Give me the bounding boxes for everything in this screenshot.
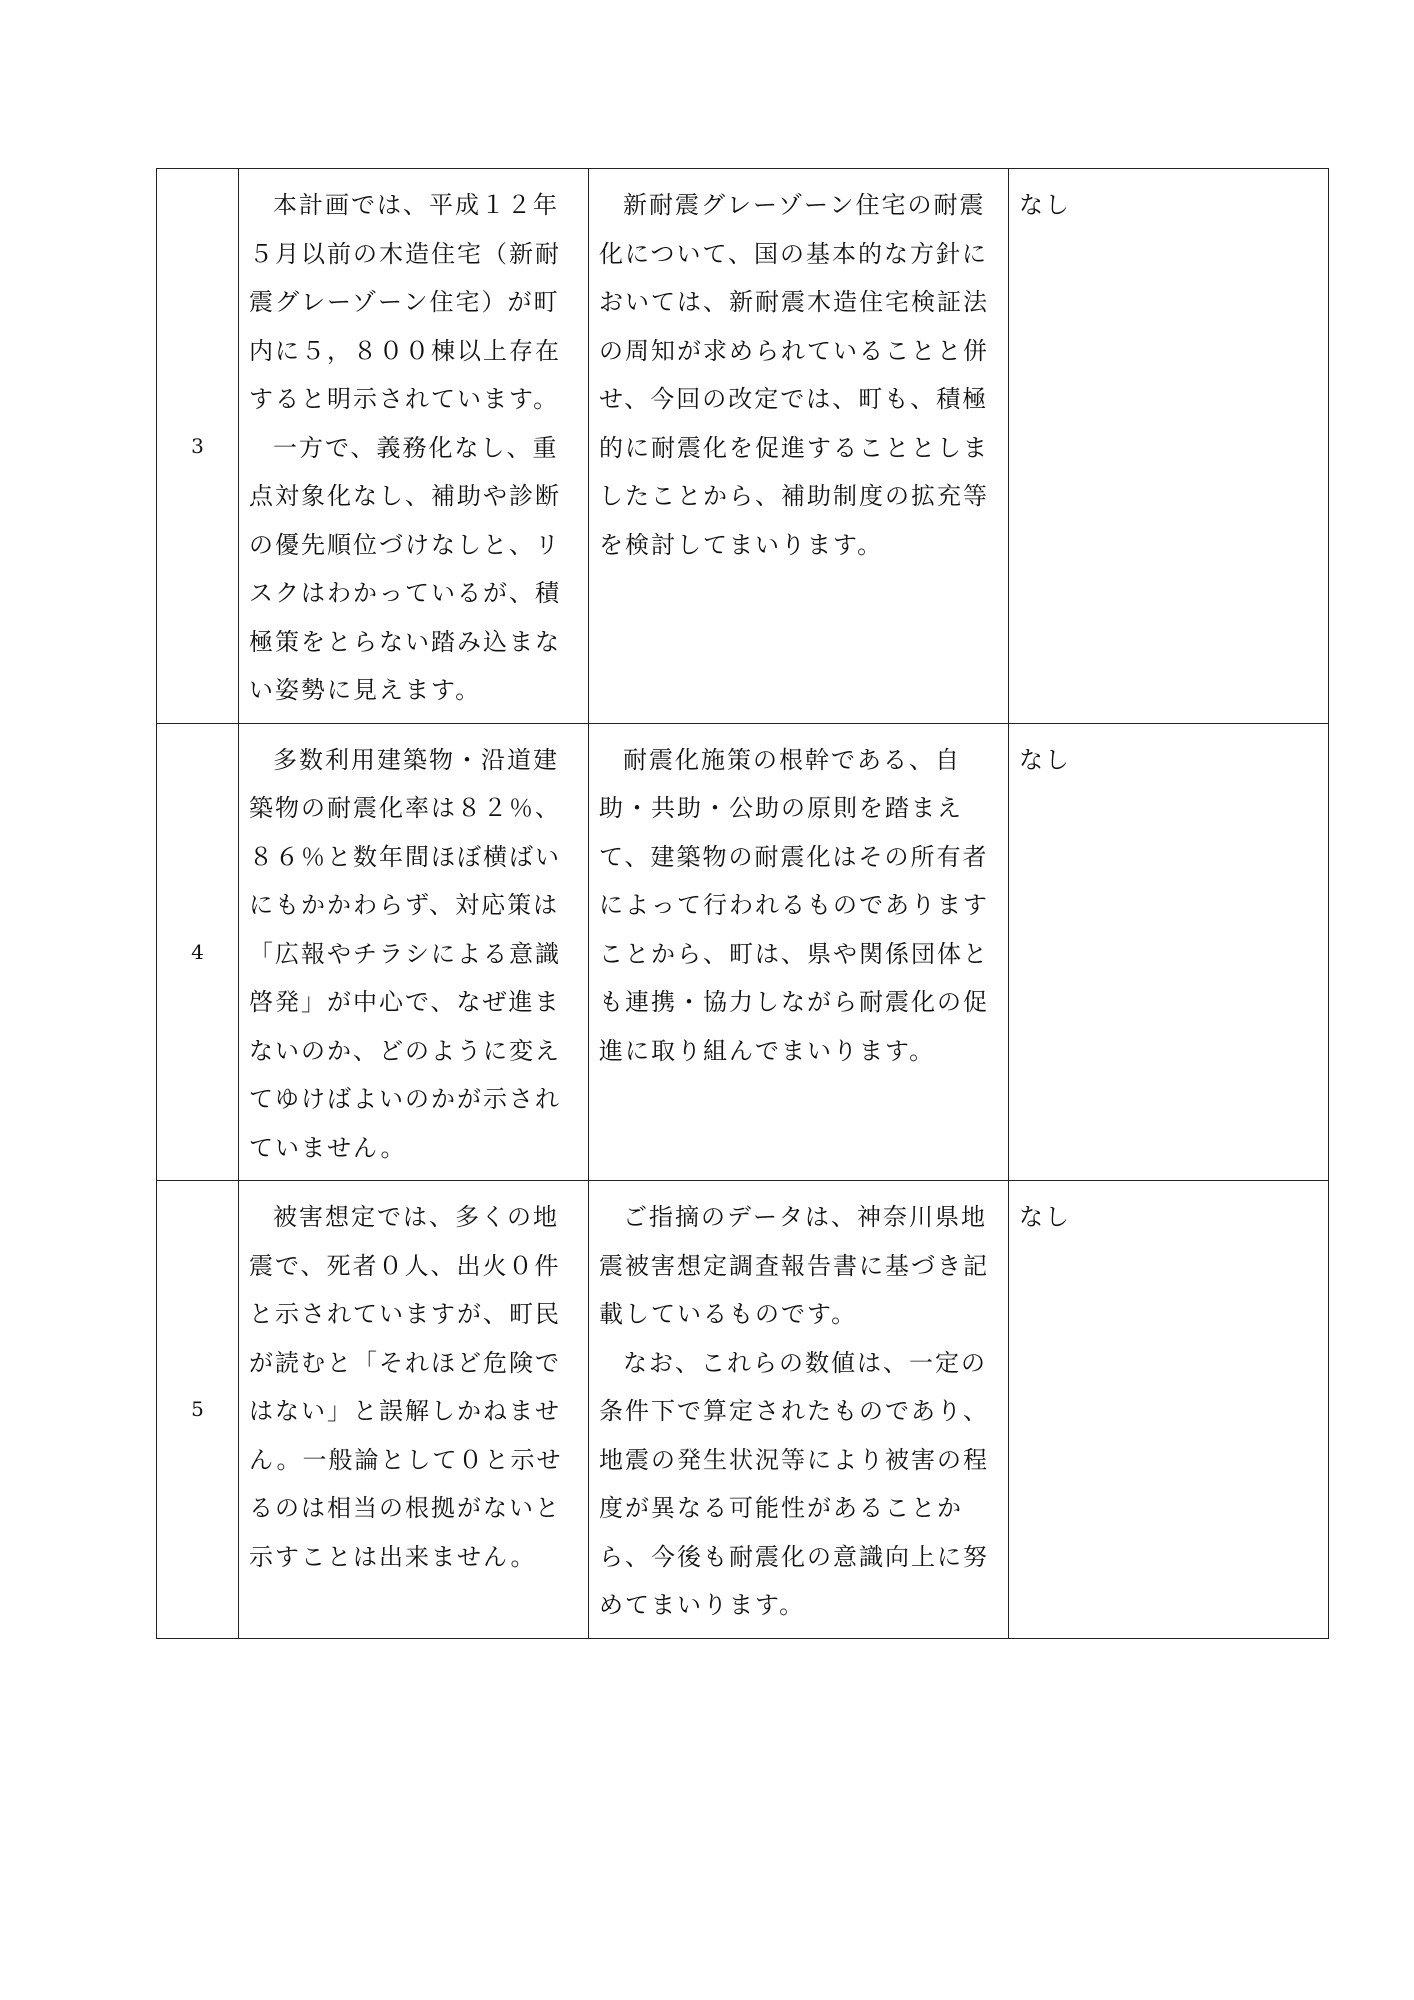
table-row	[157, 169, 1329, 724]
response-cell	[589, 723, 1009, 1181]
change-text: なし	[1019, 745, 1071, 774]
table-row	[157, 1181, 1329, 1639]
row-number: 5	[157, 1181, 239, 1639]
row-number: 4	[157, 723, 239, 1181]
change-cell	[1009, 169, 1329, 724]
opinion-paragraph: 一方で、義務化なし、重点対象化なし、補助や診断の優先順位づけなしと、リスクはわかっているが、積極策をとらない踏み込まない姿勢に見えます。	[249, 433, 561, 704]
opinion-cell	[239, 169, 589, 724]
response-paragraph: 新耐震グレーゾーン住宅の耐震化について、国の基本的な方針においては、新耐震木造住宅検証法の周知が求められていることと併せ、今回の改定では、町も、積極的に耐震化を促進することとしましたことから、補助制度の拡充等を検討してまいります。	[599, 191, 989, 559]
change-text: なし	[1019, 1203, 1071, 1231]
response-cell	[589, 169, 1009, 724]
change-cell	[1009, 1181, 1329, 1639]
opinion-cell	[239, 723, 589, 1181]
opinion-paragraph: 本計画では、平成１２年５月以前の木造住宅（新耐震グレーゾーン住宅）が町内に５，８００棟以上存在すると明示されています。	[249, 191, 561, 413]
response-cell	[589, 1181, 1009, 1639]
response-paragraph: 耐震化施策の根幹である、自助・共助・公助の原則を踏まえて、建築物の耐震化はその所有者によって行われるものでありますことから、町は、県や関係団体とも連携・協力しながら耐震化の促進に取り組んでまいります。	[599, 745, 989, 1065]
response-paragraph: ご指摘のデータは、神奈川県地震被害想定調査報告書に基づき記載しているものです。	[599, 1203, 989, 1328]
row-number: 3	[157, 169, 239, 724]
change-text: なし	[1019, 191, 1071, 219]
opinion-paragraph: 被害想定では、多くの地震で、死者０人、出火０件と示されていますが、町民が読むと「それほど危険ではない」と誤解しかねません。一般論として０と示せるのは相当の根拠がないと示すことは出来ません。	[249, 1203, 563, 1571]
response-paragraph: なお、これらの数値は、一定の条件下で算定されたものであり、地震の発生状況等により被害の程度が異なる可能性があることから、今後も耐震化の意識向上に努めてまいります。	[599, 1348, 989, 1619]
table-row	[157, 723, 1329, 1181]
opinion-response-table	[156, 168, 1329, 1639]
change-cell	[1009, 723, 1329, 1181]
opinion-cell	[239, 1181, 589, 1639]
opinion-paragraph: 多数利用建築物・沿道建築物の耐震化率は８２％、８６％と数年間ほぼ横ばいにもかかわらず、対応策は「広報やチラシによる意識啓発」が中心で、なぜ進まないのか、どのように変えてゆけばよいのかが示されていません。	[249, 745, 561, 1162]
